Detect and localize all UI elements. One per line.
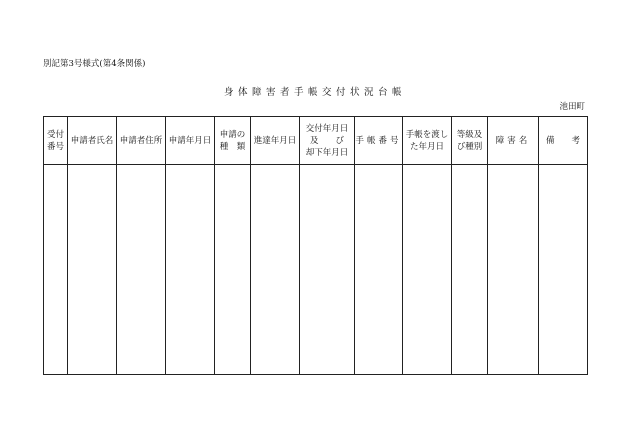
column-header-grade-and-type: 等級及 び種別 [452,117,488,165]
column-header-application-date: 申請年月日 [166,117,215,165]
cell-remarks[interactable] [539,165,588,375]
column-header-issue-or-rejection-date: 交付年月日 及 び 却下年月日 [300,117,355,165]
cell-application-date[interactable] [166,165,215,375]
cell-applicant-name[interactable] [68,165,117,375]
form-number: 別記第3号様式(第4条関係) [43,59,146,69]
column-header-applicant-name: 申請者氏名 [68,117,117,165]
cell-transmittal-date[interactable] [251,165,300,375]
document-title: 身体障害者手帳交付状況台帳 [223,87,406,98]
issuer-name: 池田町 [559,102,585,112]
column-header-remarks: 備 考 [539,117,588,165]
column-header-disability-name: 障害名 [488,117,539,165]
column-header-transmittal-date: 進達年月日 [251,117,300,165]
cell-applicant-address[interactable] [117,165,166,375]
column-header-application-type: 申請の 種 類 [215,117,251,165]
cell-receipt-no[interactable] [44,165,68,375]
column-header-delivery-date: 手帳を渡し た年月日 [403,117,452,165]
header-row [44,117,588,165]
column-header-receipt-no: 受付 番号 [44,117,68,165]
cell-delivery-date[interactable] [403,165,452,375]
cell-grade-and-type[interactable] [452,165,488,375]
cell-handbook-no[interactable] [355,165,403,375]
cell-disability-name[interactable] [488,165,539,375]
cell-issue-or-rejection-date[interactable] [300,165,355,375]
column-header-applicant-address: 申請者住所 [117,117,166,165]
entry-row [44,165,588,375]
column-header-handbook-no: 手帳番号 [355,117,403,165]
cell-application-type[interactable] [215,165,251,375]
ledger-table [43,116,588,375]
